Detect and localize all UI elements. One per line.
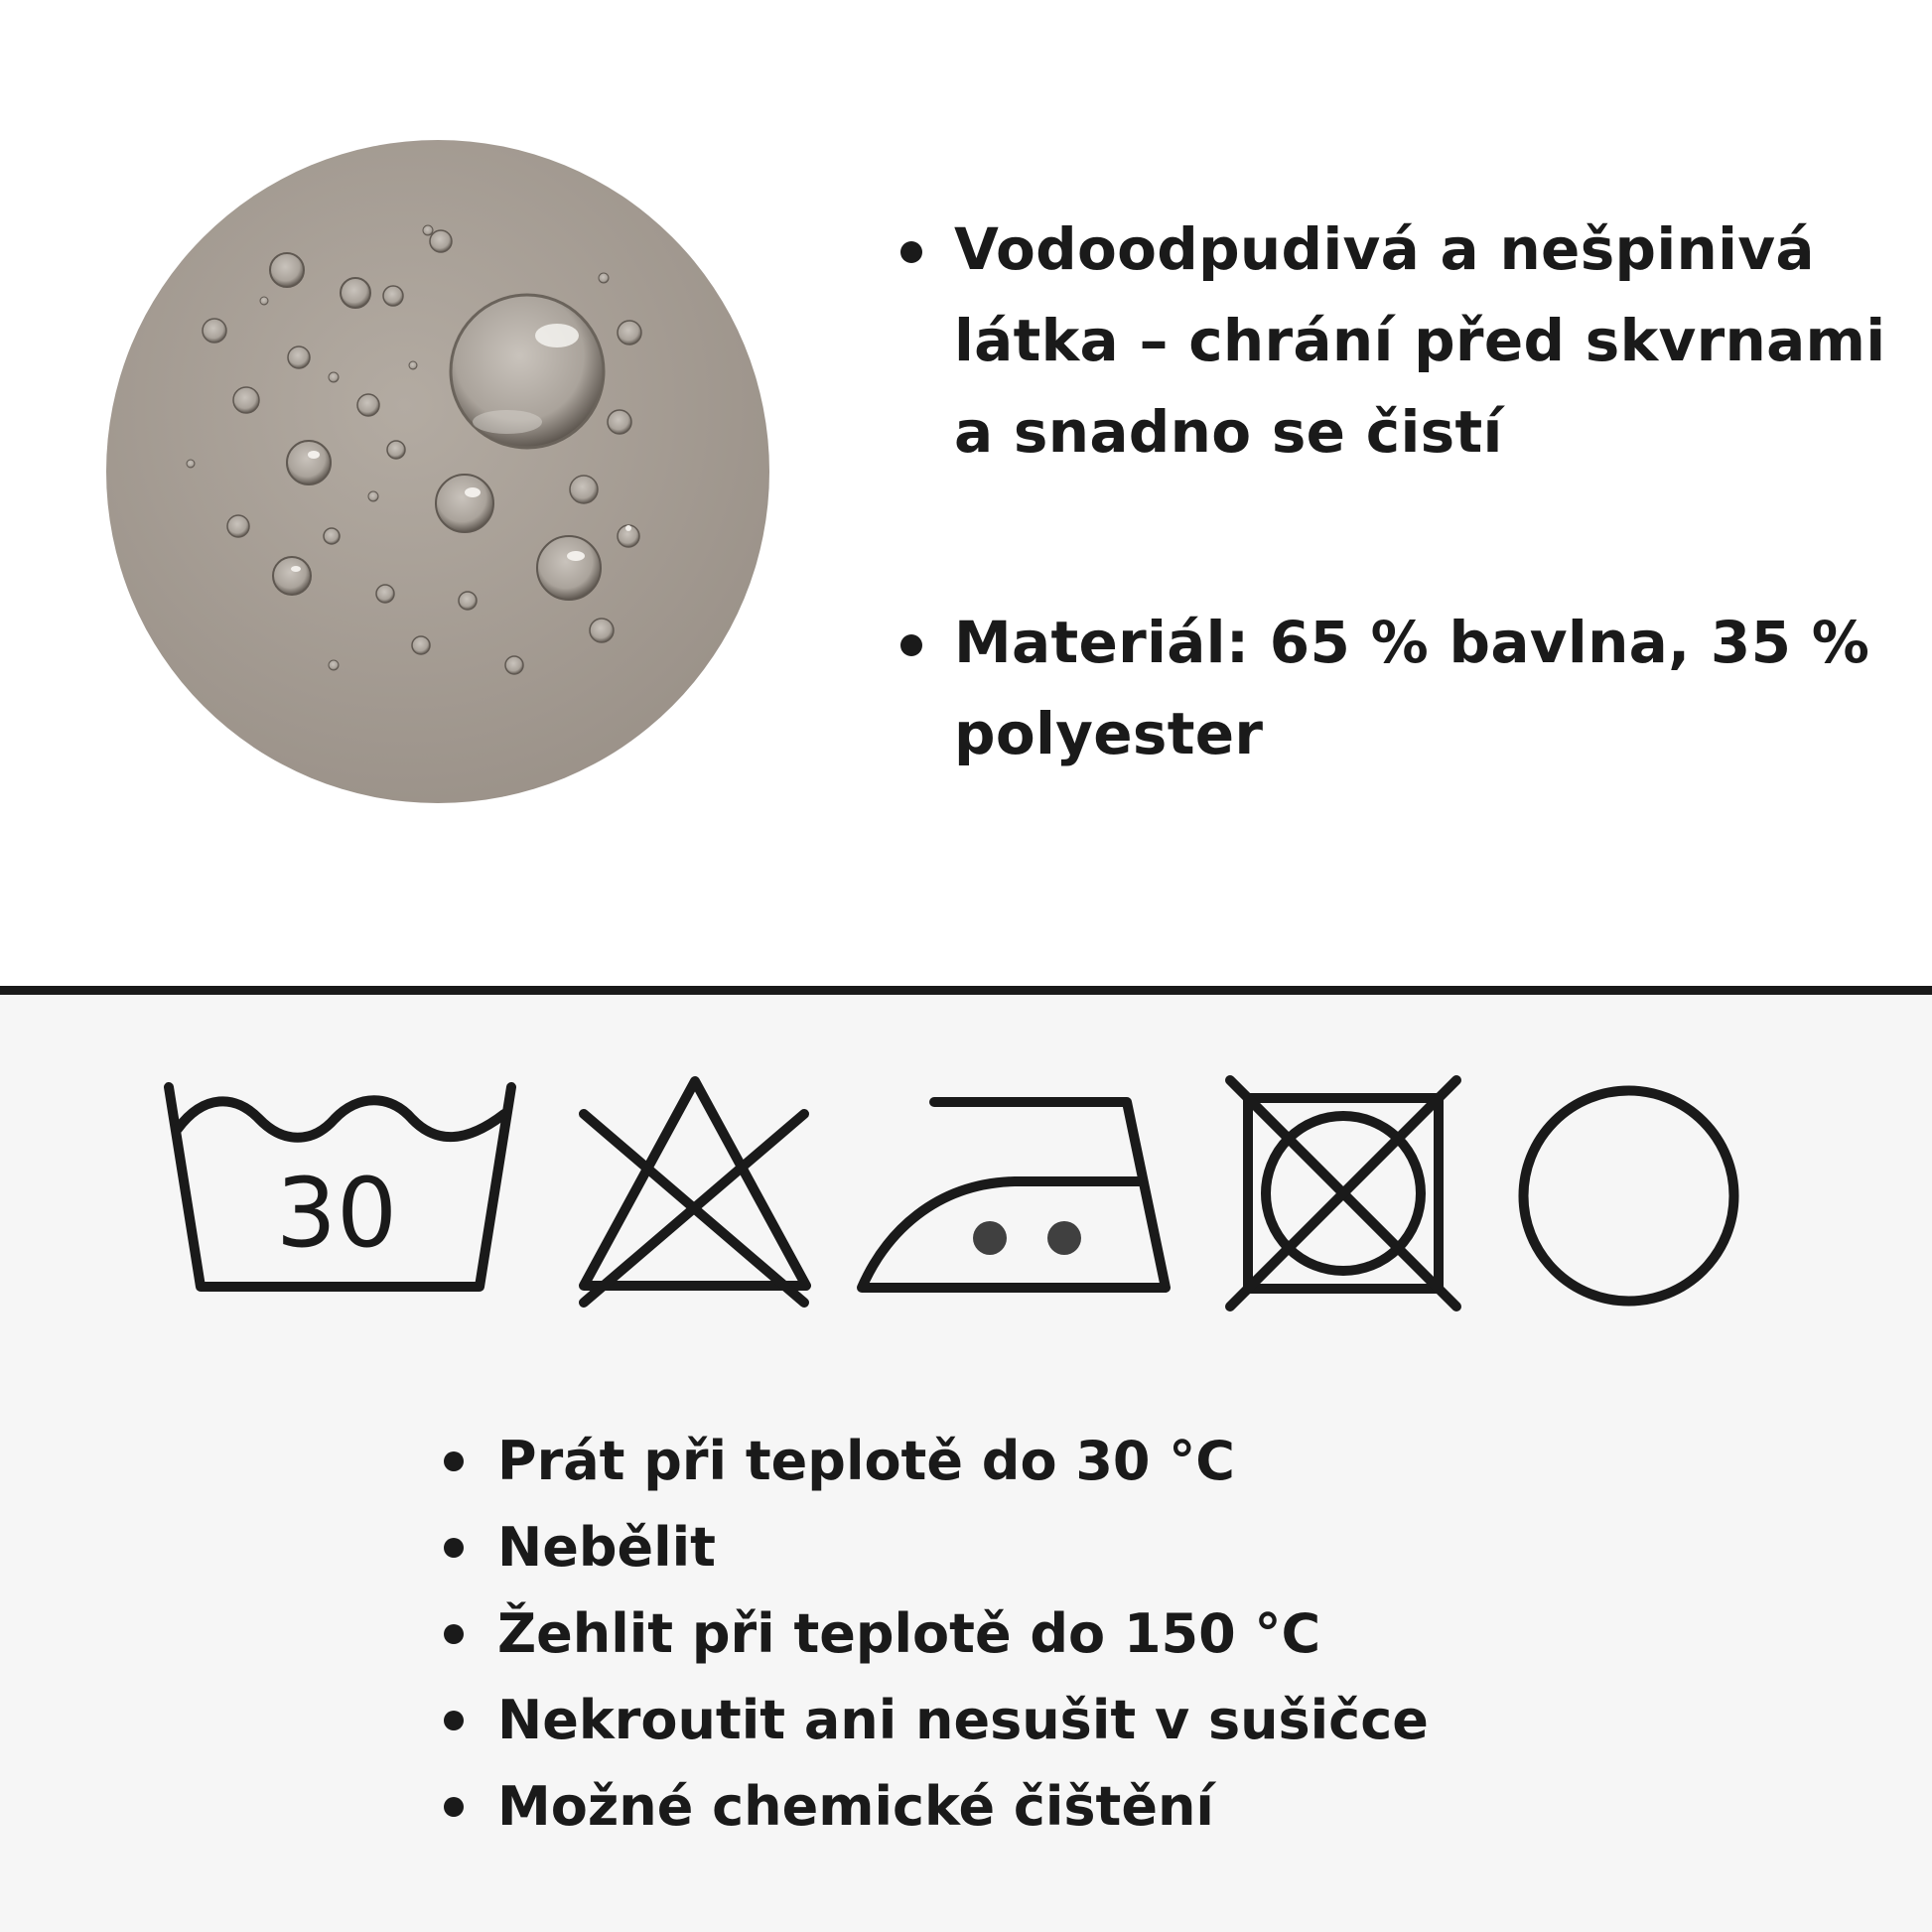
care-dryclean-instruction: Možné chemické čištění xyxy=(442,1763,1633,1850)
care-iron-instruction: Žehlit při teplotě do 150 °C xyxy=(442,1590,1633,1677)
care-dry-instruction: Nekroutit ani nesušit v sušičce xyxy=(442,1677,1633,1763)
iron-medium-icon xyxy=(856,1094,1173,1298)
no-tumble-dry-icon xyxy=(1224,1074,1462,1312)
feature-material: Materiál: 65 % bavlna, 35 % polyester xyxy=(898,597,1901,779)
wash-temperature-label: 30 xyxy=(275,1158,398,1269)
care-instructions-list xyxy=(442,1418,1633,1850)
wash-30-icon xyxy=(164,1079,516,1303)
dry-clean-icon xyxy=(1517,1084,1740,1308)
section-divider xyxy=(0,986,1932,995)
care-bleach-instruction: Nebělit xyxy=(442,1504,1633,1590)
feature-water-repellent: Vodoodpudivá a nešpinivá látka – chrání před skvrnami a snadno se čistí xyxy=(898,204,1901,478)
no-bleach-icon xyxy=(576,1069,814,1312)
care-wash-instruction: Prát při teplotě do 30 °C xyxy=(442,1418,1633,1504)
feature-list xyxy=(898,204,1901,779)
water-repellent-fabric-image xyxy=(105,139,770,804)
